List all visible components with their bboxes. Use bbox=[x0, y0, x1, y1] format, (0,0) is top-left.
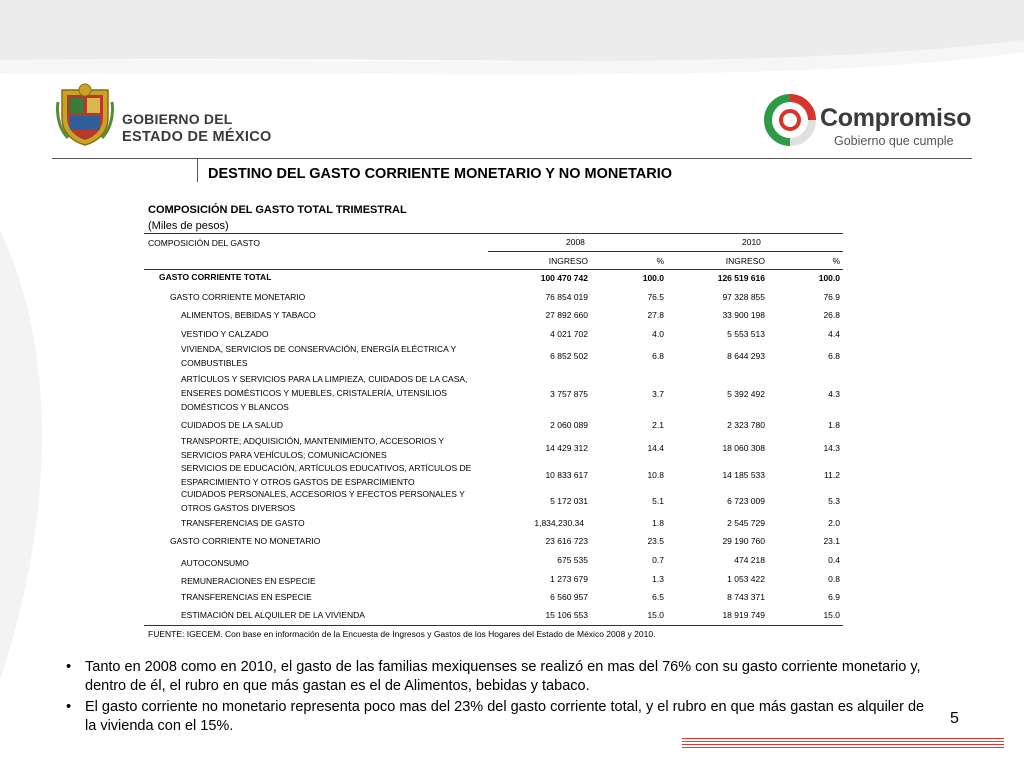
table-subtitle: (Miles de pesos) bbox=[148, 220, 229, 232]
pct-2008: 6.8 bbox=[652, 351, 664, 361]
table-title: COMPOSICIÓN DEL GASTO TOTAL TRIMESTRAL bbox=[148, 204, 407, 216]
row-label: AUTOCONSUMO bbox=[181, 558, 249, 568]
row-label: GASTO CORRIENTE MONETARIO bbox=[170, 292, 306, 302]
row-label: VIVIENDA, SERVICIOS DE CONSERVACIÓN, ENERGÍA ELÉCTRICA Y COMBUSTIBLES bbox=[181, 344, 457, 368]
pct-2008: 14.4 bbox=[647, 443, 664, 453]
value-2010: 18 060 308 bbox=[722, 443, 765, 453]
value-2010: 8 743 371 bbox=[727, 592, 765, 602]
pct-2008: 3.7 bbox=[652, 389, 664, 399]
value-2008: 100 470 742 bbox=[540, 273, 588, 283]
row-label: TRANSFERENCIAS EN ESPECIE bbox=[181, 592, 312, 602]
coat-of-arms-icon bbox=[56, 82, 114, 146]
row-label: TRANSPORTE; ADQUISICIÓN, MANTENIMIENTO, ACCESORIOS Y SERVICIOS PARA VEHÍCULOS; COMUNICACIONES bbox=[181, 436, 444, 460]
row-label: GASTO CORRIENTE NO MONETARIO bbox=[170, 536, 321, 546]
value-2010: 1 053 422 bbox=[727, 574, 765, 584]
value-2010: 29 190 760 bbox=[722, 536, 765, 546]
value-2008: 1,834,230.34 bbox=[534, 518, 584, 528]
value-2008: 6 852 502 bbox=[550, 351, 588, 361]
pct-2008: 5.1 bbox=[652, 496, 664, 506]
pct-2010: 11.2 bbox=[824, 470, 840, 480]
value-2008: 6 560 957 bbox=[550, 592, 588, 602]
value-2008: 10 833 617 bbox=[545, 470, 588, 480]
ingreso-2010-header: INGRESO bbox=[725, 256, 765, 266]
pct-2008: 27.8 bbox=[647, 310, 664, 320]
pct-2010: 2.0 bbox=[828, 518, 840, 528]
row-label: REMUNERACIONES EN ESPECIE bbox=[181, 576, 316, 586]
pct-2010: 23.1 bbox=[823, 536, 840, 546]
table-source-note: FUENTE: IGECEM. Con base en información de la Encuesta de Ingresos y Gastos de los Hogares del Estado de México 2008 y 2010. bbox=[148, 629, 656, 639]
bullet-marker: • bbox=[66, 699, 72, 715]
value-2008: 15 106 553 bbox=[545, 610, 588, 620]
value-2010: 2 323 780 bbox=[727, 420, 765, 430]
slide-title: DESTINO DEL GASTO CORRIENTE MONETARIO Y NO MONETARIO bbox=[208, 166, 673, 182]
compromiso-ring-icon bbox=[764, 94, 816, 148]
bullet-list bbox=[64, 658, 934, 738]
ingreso-2008-header: INGRESO bbox=[548, 256, 588, 266]
value-2008: 23 616 723 bbox=[545, 536, 588, 546]
pct-2010: 4.4 bbox=[828, 329, 840, 339]
footer-line-red-2 bbox=[682, 744, 1004, 745]
table-bottom-rule bbox=[144, 625, 843, 626]
value-2008: 14 429 312 bbox=[545, 443, 588, 453]
header-divider bbox=[52, 158, 972, 159]
row-label: SERVICIOS DE EDUCACIÓN, ARTÍCULOS EDUCATIVOS, ARTÍCULOS DE ESPARCIMIENTO Y OTROS GASTOS DE ESPARCIMIENTO bbox=[181, 463, 472, 487]
pct-2010: 0.4 bbox=[828, 555, 840, 565]
pct-2010-header: % bbox=[832, 256, 840, 266]
pct-2010: 4.3 bbox=[828, 389, 840, 399]
pct-2010: 1.8 bbox=[828, 420, 840, 430]
value-2008: 1 273 679 bbox=[550, 574, 588, 584]
pct-2008: 23.5 bbox=[647, 536, 664, 546]
pct-2008: 15.0 bbox=[647, 610, 664, 620]
value-2010: 97 328 855 bbox=[722, 292, 765, 302]
pct-2010: 14.3 bbox=[823, 443, 840, 453]
bullet-text: Tanto en 2008 como en 2010, el gasto de las familias mexiquenses se realizó en mas del 76% con su gasto corriente monetario y, dentro de él, el rubro en que más gastan es el de Alimentos, bebidas y tabaco. bbox=[85, 659, 921, 694]
pct-2010: 6.8 bbox=[828, 351, 840, 361]
row-label: ARTÍCULOS Y SERVICIOS PARA LA LIMPIEZA, CUIDADOS DE LA CASA, ENSERES DOMÉSTICOS Y MUEBLES, CRISTALERÍA, UTENSILIOS DOMÉSTICOS Y BLANCOS bbox=[181, 374, 468, 412]
value-2010: 2 545 729 bbox=[727, 518, 765, 528]
table-top-rule bbox=[144, 233, 843, 234]
gem-line-1: GOBIERNO DEL bbox=[122, 111, 233, 127]
value-2010: 33 900 198 bbox=[722, 310, 765, 320]
bullet-item bbox=[64, 658, 934, 696]
bullet-text: El gasto corriente no monetario representa poco mas del 23% del gasto corriente total, y el rubro en que más gastan es alquiler de la vivienda con el 15%. bbox=[85, 699, 925, 734]
bullet-item bbox=[64, 698, 934, 736]
pct-2010: 15.0 bbox=[823, 610, 840, 620]
title-divider bbox=[197, 158, 198, 182]
pct-2010: 0.8 bbox=[828, 574, 840, 584]
pct-2008-header: % bbox=[656, 256, 664, 266]
pct-2010: 5.3 bbox=[828, 496, 840, 506]
footer-line-green-2 bbox=[682, 747, 1004, 748]
pct-2008: 4.0 bbox=[652, 329, 664, 339]
value-2010: 6 723 009 bbox=[727, 496, 765, 506]
row-label: ALIMENTOS, BEBIDAS Y TABACO bbox=[181, 310, 316, 320]
year-2010-header: 2010 bbox=[742, 237, 761, 247]
pct-2008: 100.0 bbox=[642, 273, 664, 283]
value-2010: 5 392 492 bbox=[727, 389, 765, 399]
pct-2010: 76.9 bbox=[823, 292, 840, 302]
pct-2008: 1.3 bbox=[652, 574, 664, 584]
year-2008-header: 2008 bbox=[566, 237, 585, 247]
pct-2008: 2.1 bbox=[652, 420, 664, 430]
value-2008: 76 854 019 bbox=[545, 292, 588, 302]
row-label: CUIDADOS DE LA SALUD bbox=[181, 420, 284, 430]
footer-line-red bbox=[682, 738, 1004, 739]
row-label: GASTO CORRIENTE TOTAL bbox=[159, 272, 272, 282]
column-label: COMPOSICIÓN DEL GASTO bbox=[148, 238, 260, 248]
value-2008: 3 757 875 bbox=[550, 389, 588, 399]
pct-2008: 76.5 bbox=[647, 292, 664, 302]
value-2010: 18 919 749 bbox=[722, 610, 765, 620]
value-2008: 2 060 089 bbox=[550, 420, 588, 430]
row-label: TRANSFERENCIAS DE GASTO bbox=[181, 518, 305, 528]
row-label: VESTIDO Y CALZADO bbox=[181, 329, 269, 339]
value-2010: 474 218 bbox=[734, 555, 765, 565]
pct-2008: 1.8 bbox=[652, 518, 664, 528]
value-2010: 5 553 513 bbox=[727, 329, 765, 339]
value-2008: 4 021 702 bbox=[550, 329, 588, 339]
pct-2010: 26.8 bbox=[823, 310, 840, 320]
pct-2008: 10.8 bbox=[647, 470, 664, 480]
pct-2010: 6.9 bbox=[828, 592, 840, 602]
value-2008: 5 172 031 bbox=[550, 496, 588, 506]
footer-line-green bbox=[682, 741, 1004, 742]
pct-2008: 0.7 bbox=[652, 555, 664, 565]
row-label: CUIDADOS PERSONALES, ACCESORIOS Y EFECTOS PERSONALES Y OTROS GASTOS DIVERSOS bbox=[181, 489, 465, 513]
value-2008: 27 892 660 bbox=[545, 310, 588, 320]
header-mid-rule bbox=[488, 251, 843, 252]
compromiso-logo bbox=[764, 94, 974, 154]
bullet-marker: • bbox=[66, 659, 72, 675]
compromiso-name: Compromiso bbox=[820, 104, 972, 132]
row-label: ESTIMACIÓN DEL ALQUILER DE LA VIVIENDA bbox=[181, 610, 365, 620]
pct-2010: 100.0 bbox=[818, 273, 840, 283]
value-2008: 675 535 bbox=[557, 555, 588, 565]
value-2010: 14 185 533 bbox=[722, 470, 765, 480]
compromiso-tagline: Gobierno que cumple bbox=[834, 134, 954, 148]
value-2010: 8 644 293 bbox=[727, 351, 765, 361]
gem-line-2: ESTADO DE MÉXICO bbox=[122, 129, 272, 145]
pct-2008: 6.5 bbox=[652, 592, 664, 602]
page-number: 5 bbox=[950, 710, 959, 727]
value-2010: 126 519 616 bbox=[717, 273, 765, 283]
gobierno-estado-mexico-logo bbox=[56, 82, 286, 152]
